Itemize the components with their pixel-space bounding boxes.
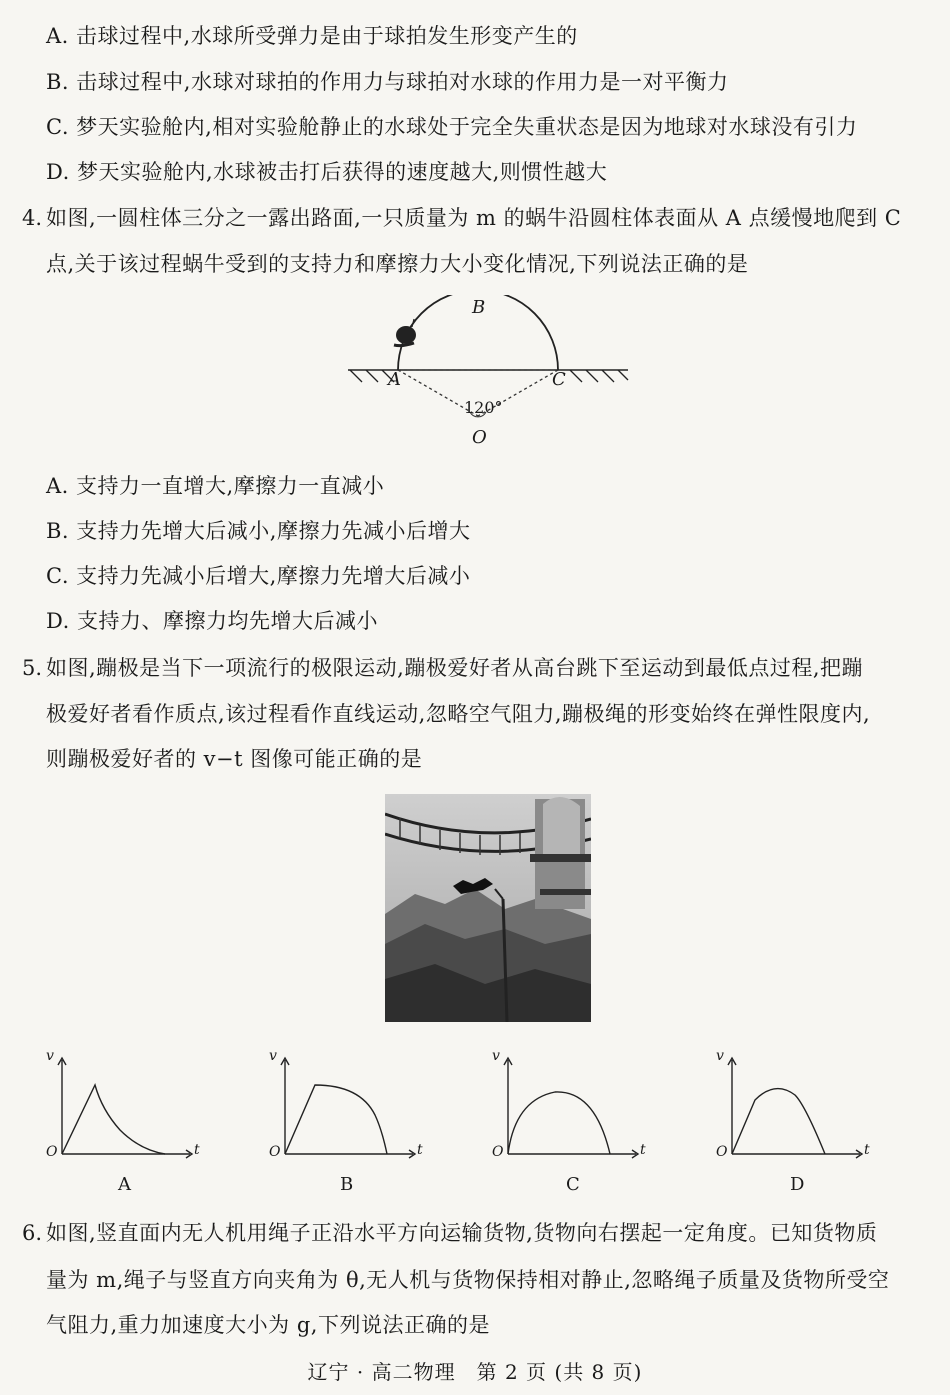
graph-b-t-label: t [417,1142,423,1158]
graph-a-v-label: v [46,1048,54,1064]
q4-stem-line1: 如图,一圆柱体三分之一露出路面,一只质量为 m 的蜗牛沿圆柱体表面从 A 点缓慢地爬到 C [46,206,902,230]
q6-stem-line3: 气阻力,重力加速度大小为 g,下列说法正确的是 [46,1313,490,1337]
graph-a-curve [62,1085,165,1154]
page-footer: 辽宁 · 高二物理 第 2 页 (共 8 页) [307,1360,643,1384]
vt-graphs [40,1050,920,1200]
q5-number: 5. [22,656,43,680]
graph-c-curve [508,1092,610,1154]
q4-option-d: D. 支持力、摩擦力均先增大后减小 [46,609,378,633]
q3-option-c: C. 梦天实验舱内,相对实验舱静止的水球处于完全失重状态是因为地球对水球没有引力 [46,115,858,139]
graph-a-t-label: t [194,1142,200,1158]
graph-b-label: B [340,1174,354,1195]
q4-option-b: B. 支持力先增大后减小,摩擦力先减小后增大 [46,519,471,543]
graph-d-label: D [790,1174,805,1195]
q6-stem-line1: 如图,竖直面内无人机用绳子正沿水平方向运输货物,货物向右摆起一定角度。已知货物质 [46,1221,878,1245]
graph-d-v-label: v [716,1048,724,1064]
snail-icon [394,319,416,346]
label-c: C [552,369,566,390]
graph-b-v-label: v [269,1048,277,1064]
graph-d-origin: O [716,1144,728,1160]
graph-b-origin: O [269,1144,281,1160]
label-b: B [472,297,486,318]
graph-c-v-label: v [492,1048,500,1064]
q5-stem-line2: 极爱好者看作质点,该过程看作直线运动,忽略空气阻力,蹦极绳的形变始终在弹性限度内, [46,702,871,726]
graph-a-origin: O [46,1144,58,1160]
label-o: O [472,427,487,448]
angle-label: 120° [464,398,503,417]
q3-option-b: B. 击球过程中,水球对球拍的作用力与球拍对水球的作用力是一对平衡力 [46,70,729,94]
label-a: A [388,369,401,390]
q6-stem-line2: 量为 m,绳子与竖直方向夹角为 θ,无人机与货物保持相对静止,忽略绳子质量及货物所受空 [46,1268,890,1292]
q4-cylinder-figure [340,295,640,450]
cylinder-diagram [340,295,640,450]
q3-option-a: A. 击球过程中,水球所受弹力是由于球拍发生形变产生的 [46,24,578,48]
bungee-photo [385,794,591,1022]
graph-c-origin: O [492,1144,504,1160]
q5-stem-line1: 如图,蹦极是当下一项流行的极限运动,蹦极爱好者从高台跳下至运动到最低点过程,把蹦 [46,656,864,680]
graph-a-label: A [118,1174,131,1195]
bungee-photo-image [385,794,591,1022]
graph-d-t-label: t [864,1142,870,1158]
vt-graphs-svg [40,1050,920,1200]
graph-c-t-label: t [640,1142,646,1158]
q4-number: 4. [22,206,43,230]
graph-d-curve [732,1089,825,1154]
q4-option-c: C. 支持力先减小后增大,摩擦力先增大后减小 [46,564,471,588]
q5-stem-line3: 则蹦极爱好者的 v−t 图像可能正确的是 [46,747,423,771]
graph-b-curve [285,1085,387,1154]
graph-c-label: C [566,1174,580,1195]
q6-number: 6. [22,1221,43,1245]
q3-option-d: D. 梦天实验舱内,水球被击打后获得的速度越大,则惯性越大 [46,160,608,184]
q4-stem-line2: 点,关于该过程蜗牛受到的支持力和摩擦力大小变化情况,下列说法正确的是 [46,252,749,276]
q4-option-a: A. 支持力一直增大,摩擦力一直减小 [46,474,385,498]
